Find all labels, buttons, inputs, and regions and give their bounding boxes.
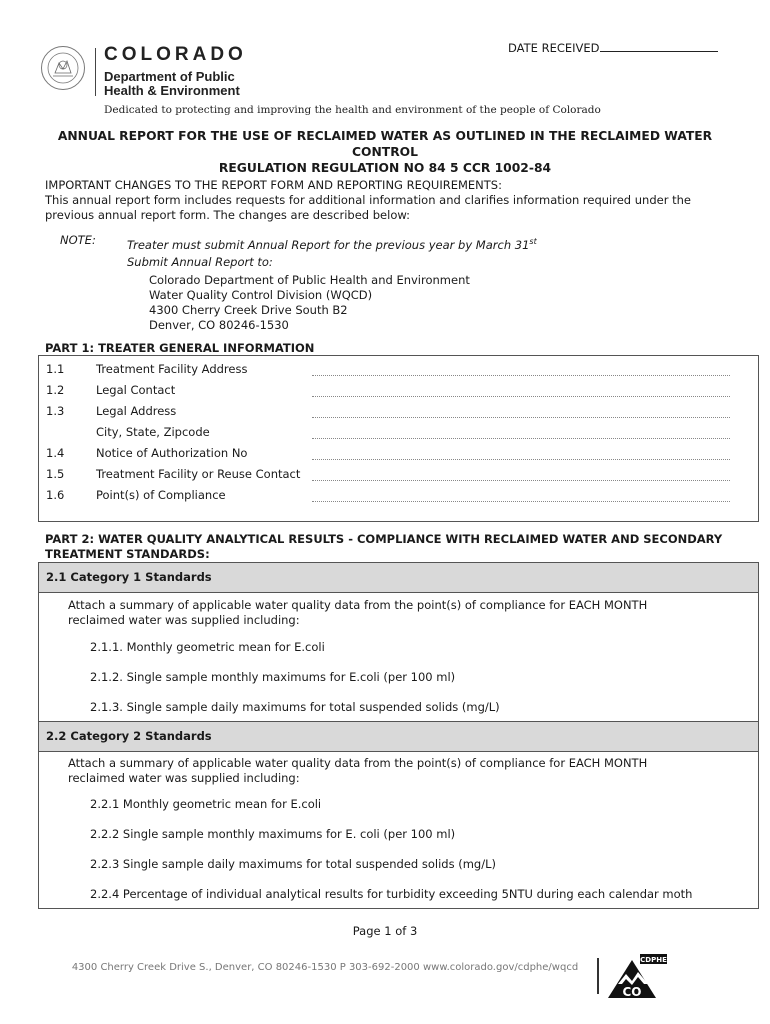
brand-name: COLORADO [104, 44, 247, 65]
cdphe-logo-icon [604, 954, 668, 1000]
intro-line1: This annual report form includes requests for additional information and clarifies information required under the [45, 193, 691, 207]
part1-row-label: Legal Contact [96, 383, 176, 397]
part1-row-label: Notice of Authorization No [96, 446, 248, 460]
department-name-line2: Health & Environment [104, 83, 240, 98]
points-of-compliance-field[interactable] [312, 501, 730, 502]
category2-text-line2: reclaimed water was supplied including: [68, 771, 300, 785]
part1-row-label: Treatment Facility Address [96, 362, 248, 376]
date-received-label: DATE RECEIVED [508, 41, 600, 55]
part1-row-label: City, State, Zipcode [96, 425, 210, 439]
logo-divider [95, 48, 96, 96]
category1-text-line1: Attach a summary of applicable water quality data from the point(s) of compliance for EACH MONTH [68, 598, 648, 612]
date-received-field[interactable] [508, 41, 718, 55]
mailing-address [149, 273, 470, 333]
note-text [127, 233, 537, 271]
address-line2: Water Quality Control Division (WQCD) [149, 288, 373, 302]
legal-contact-field[interactable] [312, 396, 730, 397]
legal-address-field[interactable] [312, 417, 730, 418]
department-name-line1: Department of Public [104, 69, 235, 84]
category2-item: 2.2.3 Single sample daily maximums for total suspended solids (mg/L) [90, 857, 496, 871]
footer-divider [597, 958, 599, 994]
address-line1: Colorado Department of Public Health and Environment [149, 273, 470, 287]
category2-item: 2.2.2 Single sample monthly maximums for E. coli (per 100 ml) [90, 827, 456, 841]
address-line3: 4300 Cherry Creek Drive South B2 [149, 303, 348, 317]
category1-item: 2.1.1. Monthly geometric mean for E.coli [90, 640, 325, 654]
cdphe-logo-text: CDPHE [640, 956, 667, 964]
report-title [30, 128, 740, 176]
page-number: Page 1 of 3 [352, 924, 418, 938]
part2-heading-line2: TREATMENT STANDARDS: [45, 547, 210, 561]
part1-row-label: Treatment Facility or Reuse Contact [96, 467, 301, 481]
part1-row-number: 1.2 [46, 383, 65, 397]
state-seal-icon [40, 45, 86, 91]
tagline: Dedicated to protecting and improving the health and environment of the people of Colorado [104, 104, 601, 116]
category1-item: 2.1.3. Single sample daily maximums for total suspended solids (mg/L) [90, 700, 500, 714]
category2-item: 2.2.4 Percentage of individual analytical results for turbidity exceeding 5NTU during each calendar moth [90, 887, 693, 901]
category2-heading: 2.2 Category 2 Standards [39, 722, 758, 752]
treatment-facility-address-field[interactable] [312, 375, 730, 376]
part2-heading-line1: PART 2: WATER QUALITY ANALYTICAL RESULTS - COMPLIANCE WITH RECLAIMED WATER AND SECONDARY [45, 532, 723, 546]
note-line2: Submit Annual Report to: [127, 254, 273, 269]
intro-heading: IMPORTANT CHANGES TO THE REPORT FORM AND REPORTING REQUIREMENTS: [45, 178, 502, 192]
part1-row-number: 1.5 [46, 467, 65, 481]
category2-text-line1: Attach a summary of applicable water quality data from the point(s) of compliance for EACH MONTH [68, 756, 648, 770]
authorization-number-field[interactable] [312, 459, 730, 460]
report-title-line2: REGULATION REGULATION NO 84 5 CCR 1002-84 [218, 161, 552, 175]
part1-row-label: Point(s) of Compliance [96, 488, 226, 502]
category2-item: 2.2.1 Monthly geometric mean for E.coli [90, 797, 322, 811]
category2-instructions [68, 756, 688, 786]
note-label: NOTE: [60, 233, 96, 247]
part1-row-number: 1.3 [46, 404, 65, 418]
note-line1-superscript: st [529, 237, 537, 246]
co-logo-text: CO [622, 985, 642, 999]
reuse-contact-field[interactable] [312, 480, 730, 481]
address-line4: Denver, CO 80246-1530 [149, 318, 289, 332]
category2-section [38, 721, 759, 909]
city-state-zip-field[interactable] [312, 438, 730, 439]
part1-heading: PART 1: TREATER GENERAL INFORMATION [45, 341, 315, 355]
category1-instructions [68, 598, 688, 628]
part1-row-label: Legal Address [96, 404, 177, 418]
category1-heading: 2.1 Category 1 Standards [39, 563, 758, 593]
report-title-line1: ANNUAL REPORT FOR THE USE OF RECLAIMED WATER AS OUTLINED IN THE RECLAIMED WATER CONTROL [57, 129, 713, 159]
part2-heading [45, 532, 722, 562]
part1-row-number: 1.6 [46, 488, 65, 502]
note-line1: Treater must submit Annual Report for the previous year by March 31 [127, 237, 530, 252]
date-received-line[interactable] [600, 41, 718, 52]
intro-line2: previous annual report form. The changes are described below: [45, 208, 411, 222]
category1-item: 2.1.2. Single sample monthly maximums for E.coli (per 100 ml) [90, 670, 456, 684]
category1-text-line2: reclaimed water was supplied including: [68, 613, 300, 627]
part1-row-number: 1.1 [46, 362, 65, 376]
part1-row-number: 1.4 [46, 446, 65, 460]
footer-contact: 4300 Cherry Creek Drive S., Denver, CO 80246-1530 P 303-692-2000 www.colorado.gov/cdphe/wqcd [71, 962, 579, 973]
intro-block [45, 178, 735, 223]
